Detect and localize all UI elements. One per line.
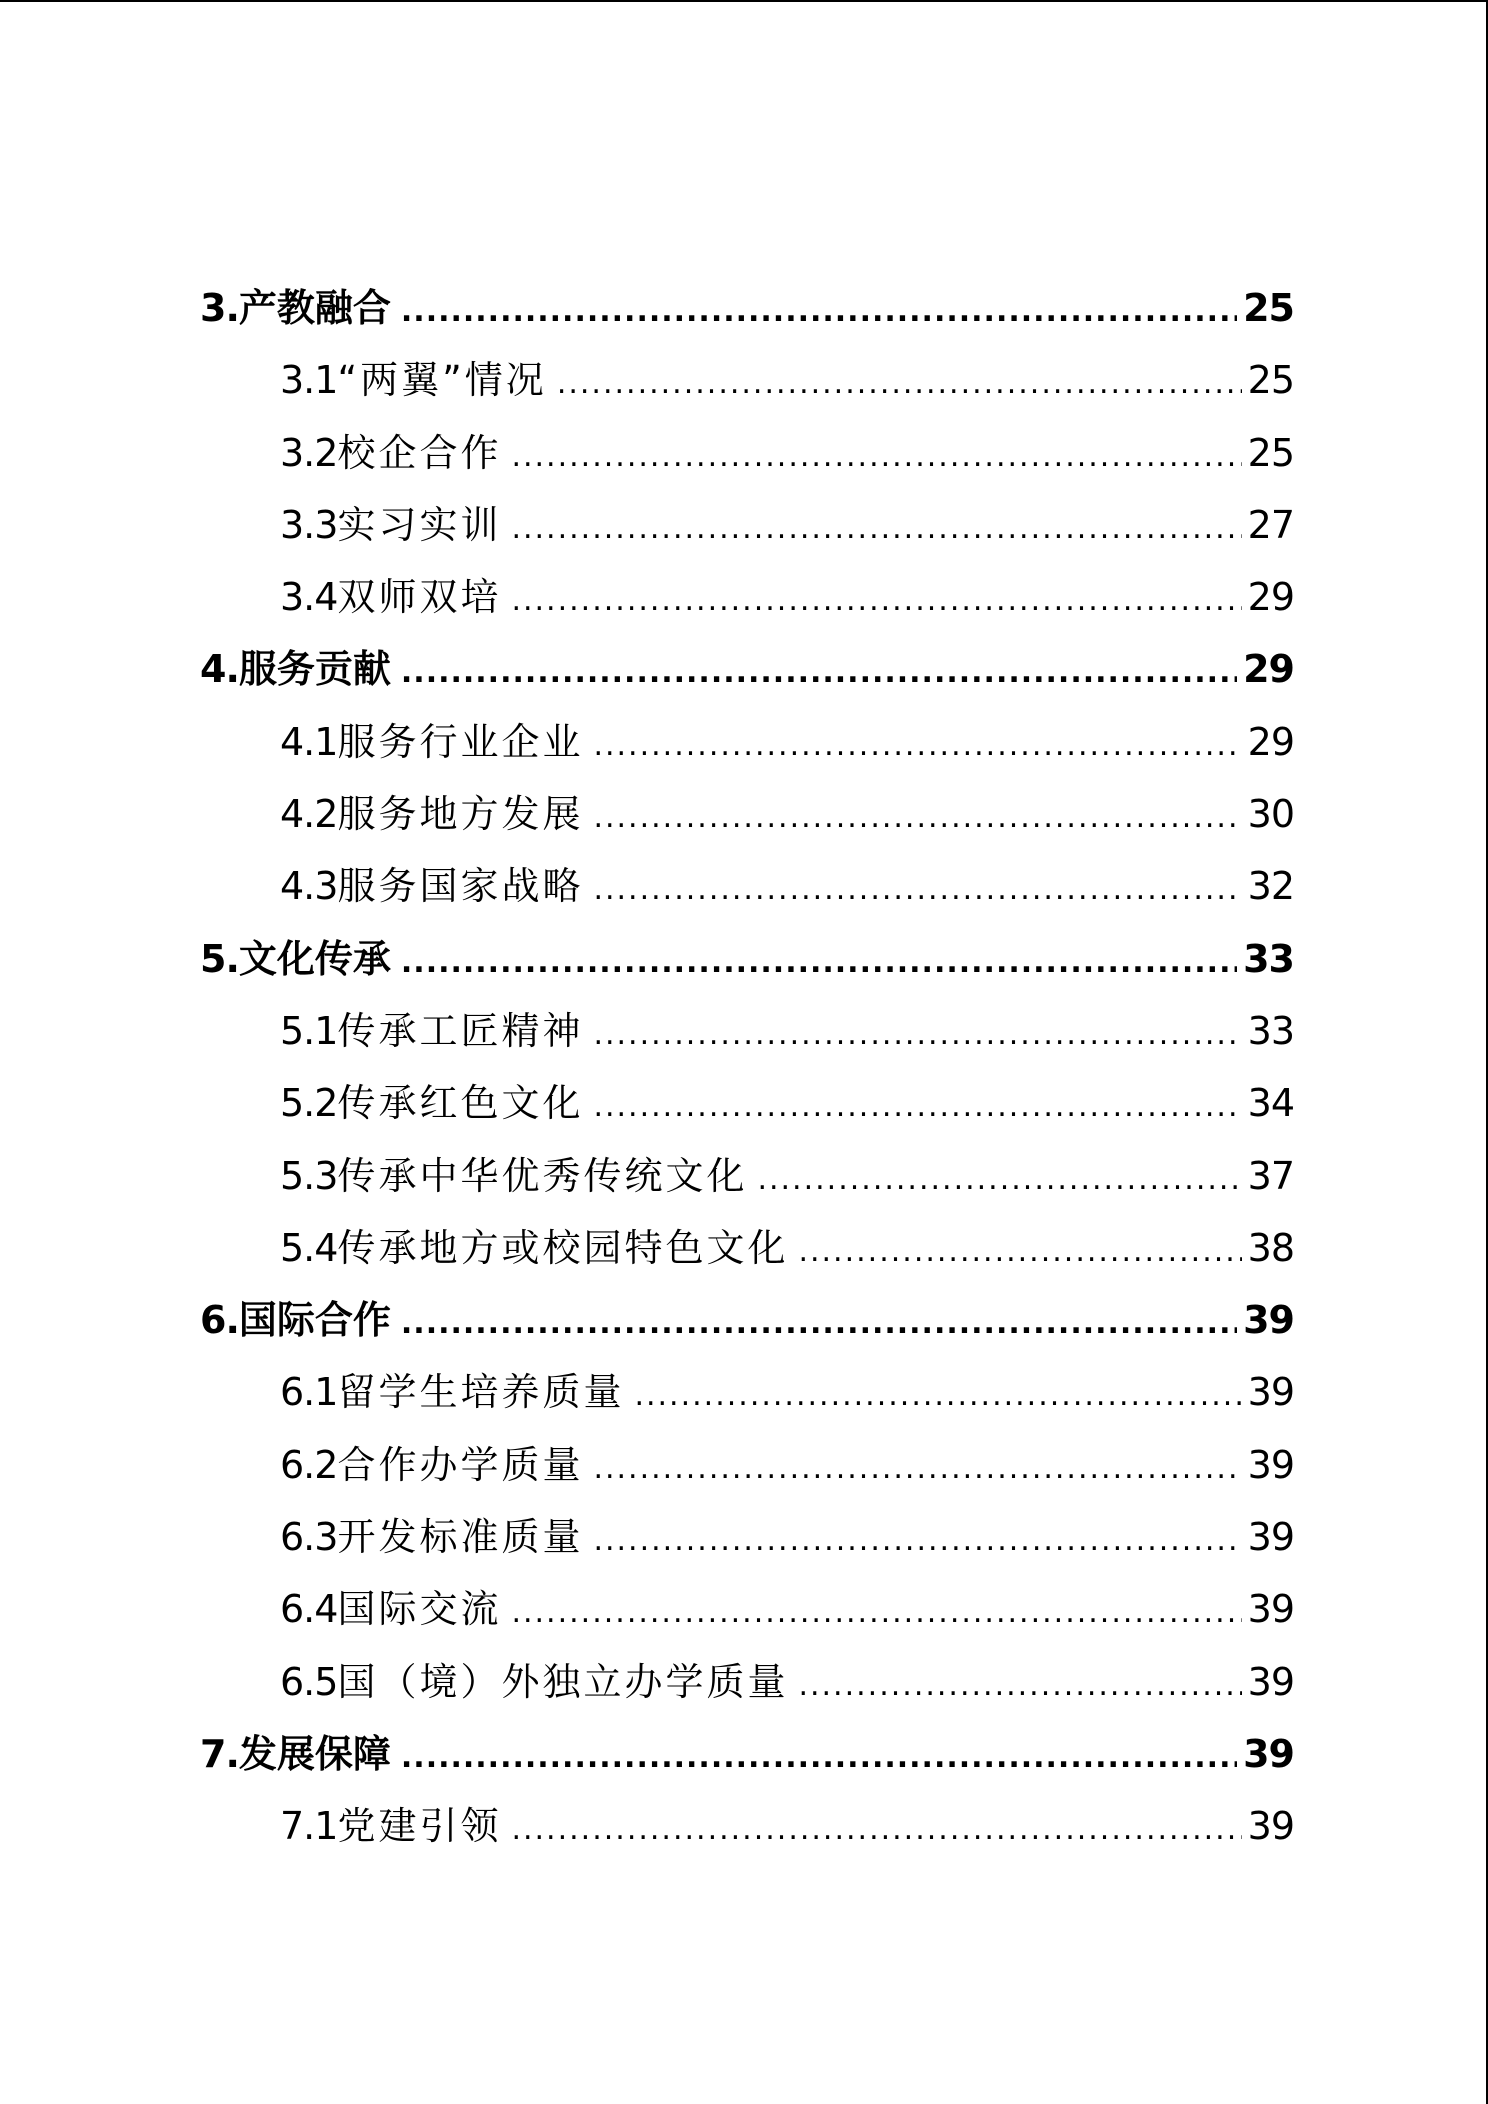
- dot-leader: [798, 1216, 1241, 1284]
- toc-entry-title: 传承工匠精神: [337, 1008, 584, 1053]
- toc-entry-title: 双师双培: [337, 575, 502, 620]
- toc-entry-title: 开发标准质量: [337, 1515, 584, 1560]
- dot-leader: [401, 927, 1237, 995]
- toc-entry-page: 39: [1247, 1442, 1294, 1487]
- toc-entry-title: 校企合作: [337, 430, 502, 475]
- dot-leader: [511, 1577, 1241, 1645]
- toc-entry-number: 6.2: [280, 1442, 338, 1487]
- toc-entry-title: 服务行业企业: [337, 719, 584, 764]
- toc-subsection-5-2[interactable]: [200, 1067, 1294, 1139]
- dot-leader: [401, 637, 1237, 705]
- toc-entry-page: 29: [1247, 575, 1294, 620]
- toc-entry-page: 32: [1247, 864, 1294, 909]
- toc-entry-title: 国际合作: [238, 1298, 391, 1343]
- toc-subsection-3-4[interactable]: [200, 561, 1294, 633]
- toc-subsection-5-1[interactable]: [200, 995, 1294, 1067]
- toc-entry-title: 国际交流: [337, 1587, 502, 1632]
- toc-subsection-5-4[interactable]: [200, 1212, 1294, 1284]
- toc-entry-number: 3.2: [280, 430, 338, 475]
- toc-entry-page: 39: [1247, 1515, 1294, 1560]
- dot-leader: [593, 1433, 1241, 1501]
- toc-subsection-4-1[interactable]: [200, 706, 1294, 778]
- toc-subsection-3-2[interactable]: [200, 417, 1294, 489]
- toc-entry-page: 25: [1247, 358, 1294, 403]
- toc-entry-page: 39: [1243, 1298, 1294, 1343]
- dot-leader: [401, 276, 1237, 344]
- toc-entry-number: 3.4: [280, 575, 338, 620]
- toc-subsection-6-4[interactable]: [200, 1573, 1294, 1645]
- toc-entry-page: 39: [1247, 1659, 1294, 1704]
- dot-leader: [511, 1794, 1241, 1862]
- toc-section-6[interactable]: [200, 1284, 1294, 1356]
- toc-entry-number: 7.1: [280, 1804, 338, 1849]
- dot-leader: [557, 348, 1242, 416]
- toc-entry-page: 38: [1247, 1225, 1294, 1270]
- dot-leader: [757, 1144, 1241, 1212]
- dot-leader: [511, 493, 1241, 561]
- toc-entry-page: 33: [1247, 1008, 1294, 1053]
- toc-entry-title: 文化传承: [238, 936, 391, 981]
- dot-leader: [401, 1288, 1237, 1356]
- dot-leader: [593, 782, 1241, 850]
- toc-entry-number: 6.3: [280, 1515, 338, 1560]
- toc-entry-page: 30: [1247, 792, 1294, 837]
- toc-entry-page: 39: [1243, 1731, 1294, 1776]
- toc-entry-page: 29: [1247, 719, 1294, 764]
- toc-entry-title: 传承地方或校园特色文化: [337, 1225, 789, 1270]
- toc-entry-page: 39: [1247, 1370, 1294, 1415]
- toc-subsection-6-3[interactable]: [200, 1501, 1294, 1573]
- dot-leader: [593, 999, 1241, 1067]
- toc-entry-page: 27: [1247, 502, 1294, 547]
- toc-entry-title: 国（境）外独立办学质量: [337, 1659, 789, 1704]
- dot-leader: [593, 854, 1241, 922]
- toc-entry-title: 党建引领: [337, 1804, 502, 1849]
- toc-subsection-7-1[interactable]: [200, 1790, 1294, 1862]
- dot-leader: [798, 1650, 1241, 1718]
- toc-entry-number: 4.2: [280, 792, 338, 837]
- toc-entry-number: 3.1: [280, 358, 338, 403]
- dot-leader: [401, 1722, 1237, 1790]
- toc-subsection-4-2[interactable]: [200, 778, 1294, 850]
- dot-leader: [593, 710, 1241, 778]
- toc-entry-title: 合作办学质量: [337, 1442, 584, 1487]
- toc-entry-title: “两翼”情况: [337, 358, 547, 403]
- dot-leader: [593, 1505, 1241, 1573]
- toc-entry-number: 4.: [200, 647, 239, 692]
- dot-leader: [511, 421, 1241, 489]
- toc-entry-title: 服务国家战略: [337, 864, 584, 909]
- toc-entry-title: 产教融合: [238, 286, 391, 330]
- toc-entry-number: 5.2: [280, 1081, 338, 1126]
- toc-subsection-3-3[interactable]: [200, 489, 1294, 561]
- toc-section-7[interactable]: [200, 1718, 1294, 1790]
- toc-entry-title: 服务地方发展: [337, 792, 584, 837]
- toc-entry-page: 37: [1247, 1153, 1294, 1198]
- toc-entry-title: 发展保障: [238, 1731, 391, 1776]
- toc-entry-page: 25: [1247, 430, 1294, 475]
- toc-section-3[interactable]: [200, 272, 1294, 344]
- toc-entry-number: 5.1: [280, 1008, 338, 1053]
- toc-entry-number: 6.: [200, 1298, 239, 1343]
- toc-entry-title: 留学生培养质量: [337, 1370, 625, 1415]
- toc-entry-page: 33: [1243, 936, 1294, 981]
- toc-entry-number: 3.3: [280, 502, 338, 547]
- dot-leader: [593, 1071, 1241, 1139]
- toc-subsection-4-3[interactable]: [200, 850, 1294, 922]
- toc-entry-number: 4.3: [280, 864, 338, 909]
- toc-subsection-6-2[interactable]: [200, 1429, 1294, 1501]
- toc-entry-title: 传承中华优秀传统文化: [337, 1153, 748, 1198]
- toc-entry-number: 6.1: [280, 1370, 338, 1415]
- toc-entry-title: 实习实训: [337, 502, 502, 547]
- toc-entry-number: 5.4: [280, 1225, 338, 1270]
- toc-entry-page: 29: [1243, 647, 1294, 692]
- toc-entry-number: 5.: [200, 936, 239, 981]
- toc-entry-number: 6.5: [280, 1659, 338, 1704]
- toc-entry-page: 39: [1247, 1804, 1294, 1849]
- toc-entry-number: 7.: [200, 1731, 239, 1776]
- toc-entry-page: 34: [1247, 1081, 1294, 1126]
- toc-entry-title: 传承红色文化: [337, 1081, 584, 1126]
- toc-subsection-3-1[interactable]: [200, 344, 1294, 416]
- toc-subsection-5-3[interactable]: [200, 1140, 1294, 1212]
- dot-leader: [634, 1360, 1241, 1428]
- toc-entry-page: 39: [1247, 1587, 1294, 1632]
- table-of-contents: [200, 272, 1294, 1863]
- toc-subsection-6-5[interactable]: [200, 1646, 1294, 1718]
- toc-section-5[interactable]: [200, 923, 1294, 995]
- toc-section-4[interactable]: [200, 633, 1294, 705]
- toc-subsection-6-1[interactable]: [200, 1356, 1294, 1428]
- toc-entry-number: 6.4: [280, 1587, 338, 1632]
- dot-leader: [511, 565, 1241, 633]
- toc-entry-title: 服务贡献: [238, 647, 391, 692]
- toc-entry-number: 3.: [200, 286, 239, 330]
- toc-entry-number: 4.1: [280, 719, 338, 764]
- toc-entry-page: 25: [1243, 286, 1294, 330]
- toc-entry-number: 5.3: [280, 1153, 338, 1198]
